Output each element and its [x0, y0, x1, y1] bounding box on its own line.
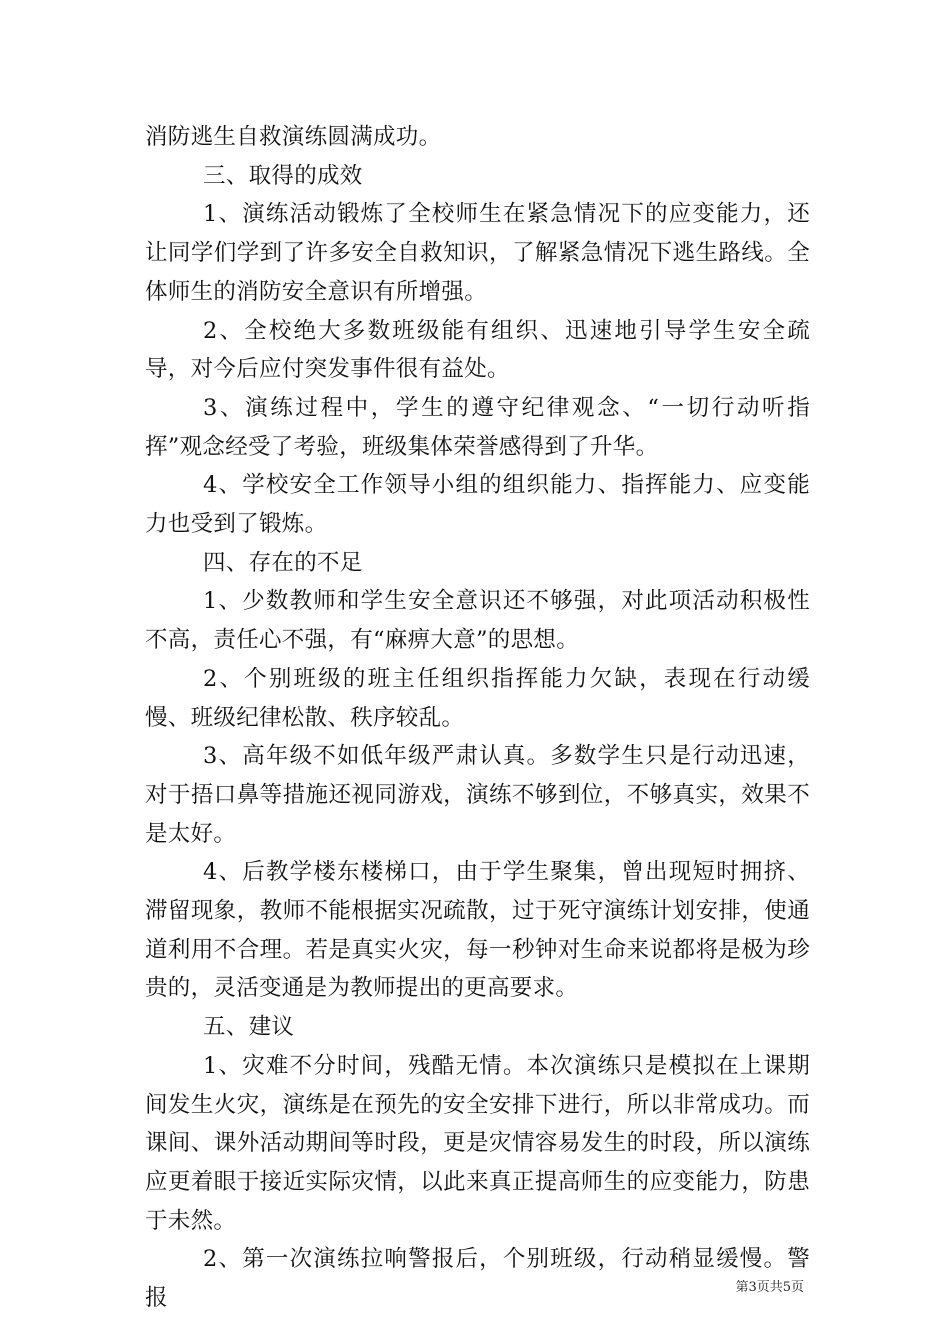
- achievement-item-3: 3、演练过程中，学生的遵守纪律观念、“一切行动听指挥”观念经受了考验，班级集体荣誉感得到了升华。: [145, 394, 810, 460]
- suggestion-item-1: 1、灾难不分时间，残酷无情。本次演练只是模拟在上课期间发生火灾，演练是在预先的安全安排下进行，所以非常成功。而课间、课外活动期间等时段，更是灾情容易发生的时段，所以演练应更着眼于接近实际灾情，以此来真正提高师生的应变能力，防患于未然。: [145, 1052, 810, 1234]
- section-heading-shortcomings: 四、存在的不足: [203, 549, 363, 576]
- suggestion-item-2: 2、第一次演练拉响警报后，个别班级，行动稍显缓慢。警报: [145, 1246, 810, 1312]
- page-number-footer: 第3页共5页: [735, 1280, 804, 1295]
- section-heading-achievements: 三、取得的成效: [203, 162, 363, 189]
- shortcoming-item-1: 1、少数教师和学生安全意识还不够强，对此项活动积极性不高，责任心不强，有“麻痹大意”的思想。: [145, 588, 810, 654]
- achievement-item-4: 4、学校安全工作领导小组的组织能力、指挥能力、应变能力也受到了锻炼。: [145, 472, 810, 538]
- achievement-item-2: 2、全校绝大多数班级能有组织、迅速地引导学生安全疏导，对今后应付突发事件很有益处。: [145, 317, 810, 383]
- shortcoming-item-4: 4、后教学楼东楼梯口，由于学生聚集，曾出现短时拥挤、滞留现象，教师不能根据实况疏散，过于死守演练计划安排，使通道利用不合理。若是真实火灾，每一秒钟对生命来说都将是极为珍贵的，灵活变通是为教师提出的更高要求。: [145, 859, 810, 1002]
- paragraph-continuation: 消防逃生自救演练圆满成功。: [145, 124, 442, 150]
- achievement-item-1: 1、演练活动锻炼了全校师生在紧急情况下的应变能力，还让同学们学到了许多安全自救知识，了解紧急情况下逃生路线。全体师生的消防安全意识有所增强。: [145, 201, 810, 305]
- document-body: [145, 118, 810, 1318]
- shortcoming-item-2: 2、个别班级的班主任组织指挥能力欠缺，表现在行动缓慢、班级纪律松散、秩序较乱。: [145, 665, 810, 731]
- shortcoming-item-3: 3、高年级不如低年级严肃认真。多数学生只是行动迅速，对于捂口鼻等措施还视同游戏，演练不够到位，不够真实，效果不是太好。: [145, 743, 810, 847]
- section-heading-suggestions: 五、建议: [203, 1014, 295, 1041]
